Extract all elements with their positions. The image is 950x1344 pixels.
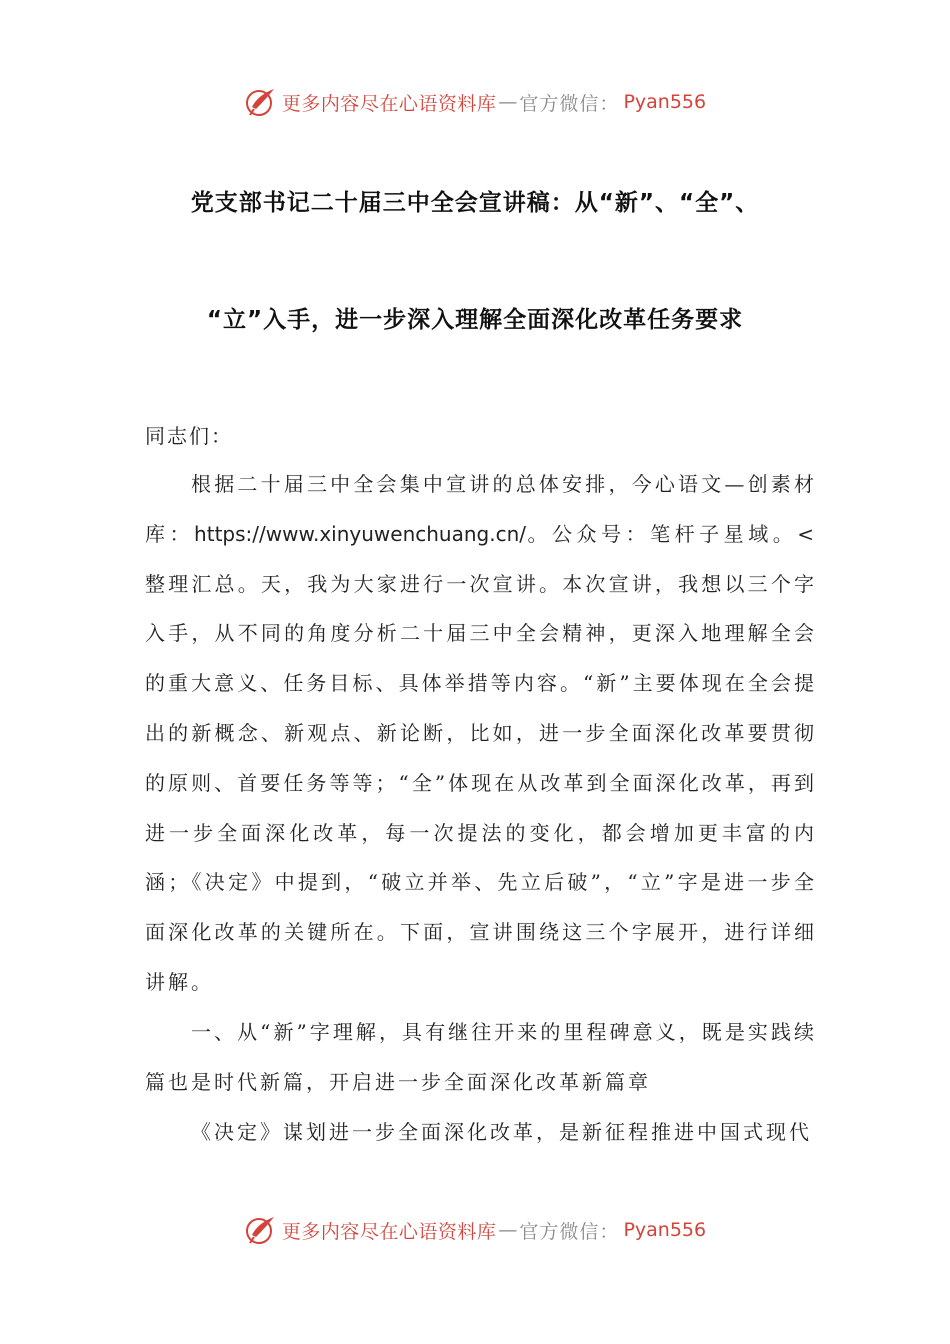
document-title-line1: 党支部书记二十届三中全会宣讲稿：从“新”、“全”、 bbox=[190, 190, 760, 216]
watermark-wechat-label: 官方微信： bbox=[519, 1220, 620, 1243]
pen-logo-icon bbox=[244, 85, 278, 119]
source-url-link[interactable]: https://www.xinyuwenchuang.cn/ bbox=[194, 521, 526, 546]
watermark-text: 更多内容尽在心语资料库 bbox=[281, 92, 497, 115]
greeting: 同志们： bbox=[145, 424, 233, 448]
watermark-separator: — bbox=[498, 1219, 518, 1241]
watermark-banner-top bbox=[0, 80, 950, 124]
watermark-wechat-label: 官方微信： bbox=[519, 92, 620, 115]
watermark-wechat-id: Pyan556 bbox=[623, 91, 707, 113]
section-heading-1: 一、从“新”字理解，具有继往开来的里程碑意义，既是实践续篇也是时代新篇，开启进一步全面深化改革新篇章 bbox=[145, 1020, 817, 1094]
paragraph-intro-part-a: 根据二十届三中全会集中宣讲的总体安排，今心语文—创素材库： bbox=[145, 472, 817, 546]
watermark-wechat-id: Pyan556 bbox=[623, 1219, 707, 1241]
watermark-separator: — bbox=[498, 91, 518, 113]
document-title-line2: “立”入手，进一步深入理解全面深化改革任务要求 bbox=[206, 307, 744, 333]
watermark-text: 更多内容尽在心语资料库 bbox=[281, 1220, 497, 1243]
paragraph-intro bbox=[145, 460, 817, 1008]
watermark-banner-bottom bbox=[0, 1208, 950, 1252]
paragraph-intro-part-b: 。公众号：笔杆子星域。<整理汇总。天，我为大家进行一次宣讲。本次宣讲，我想以三个字入手，从不同的角度分析二十届三中全会精神，更深入地理解全会的重大意义、任务目标、具体举措等内容。“新”主要体现在全会提出的新概念、新观点、新论断，比如，进一步全面深化改革要贯彻的原则、首要任务等等；“全”体现在从改革到全面深化改革，再到进一步全面深化改革，每一次提法的变化，都会增加更丰富的内涵；《决定》中提到，“破立并举、先立后破”，“立”字是进一步全面深化改革的关键所在。下面，宣讲围绕这三个字展开，进行详细讲解。 bbox=[145, 521, 817, 994]
paragraph-decision: 《决定》谋划进一步全面深化改革，是新征程推进中国式现代 bbox=[191, 1120, 812, 1144]
pen-logo-icon bbox=[244, 1213, 278, 1247]
